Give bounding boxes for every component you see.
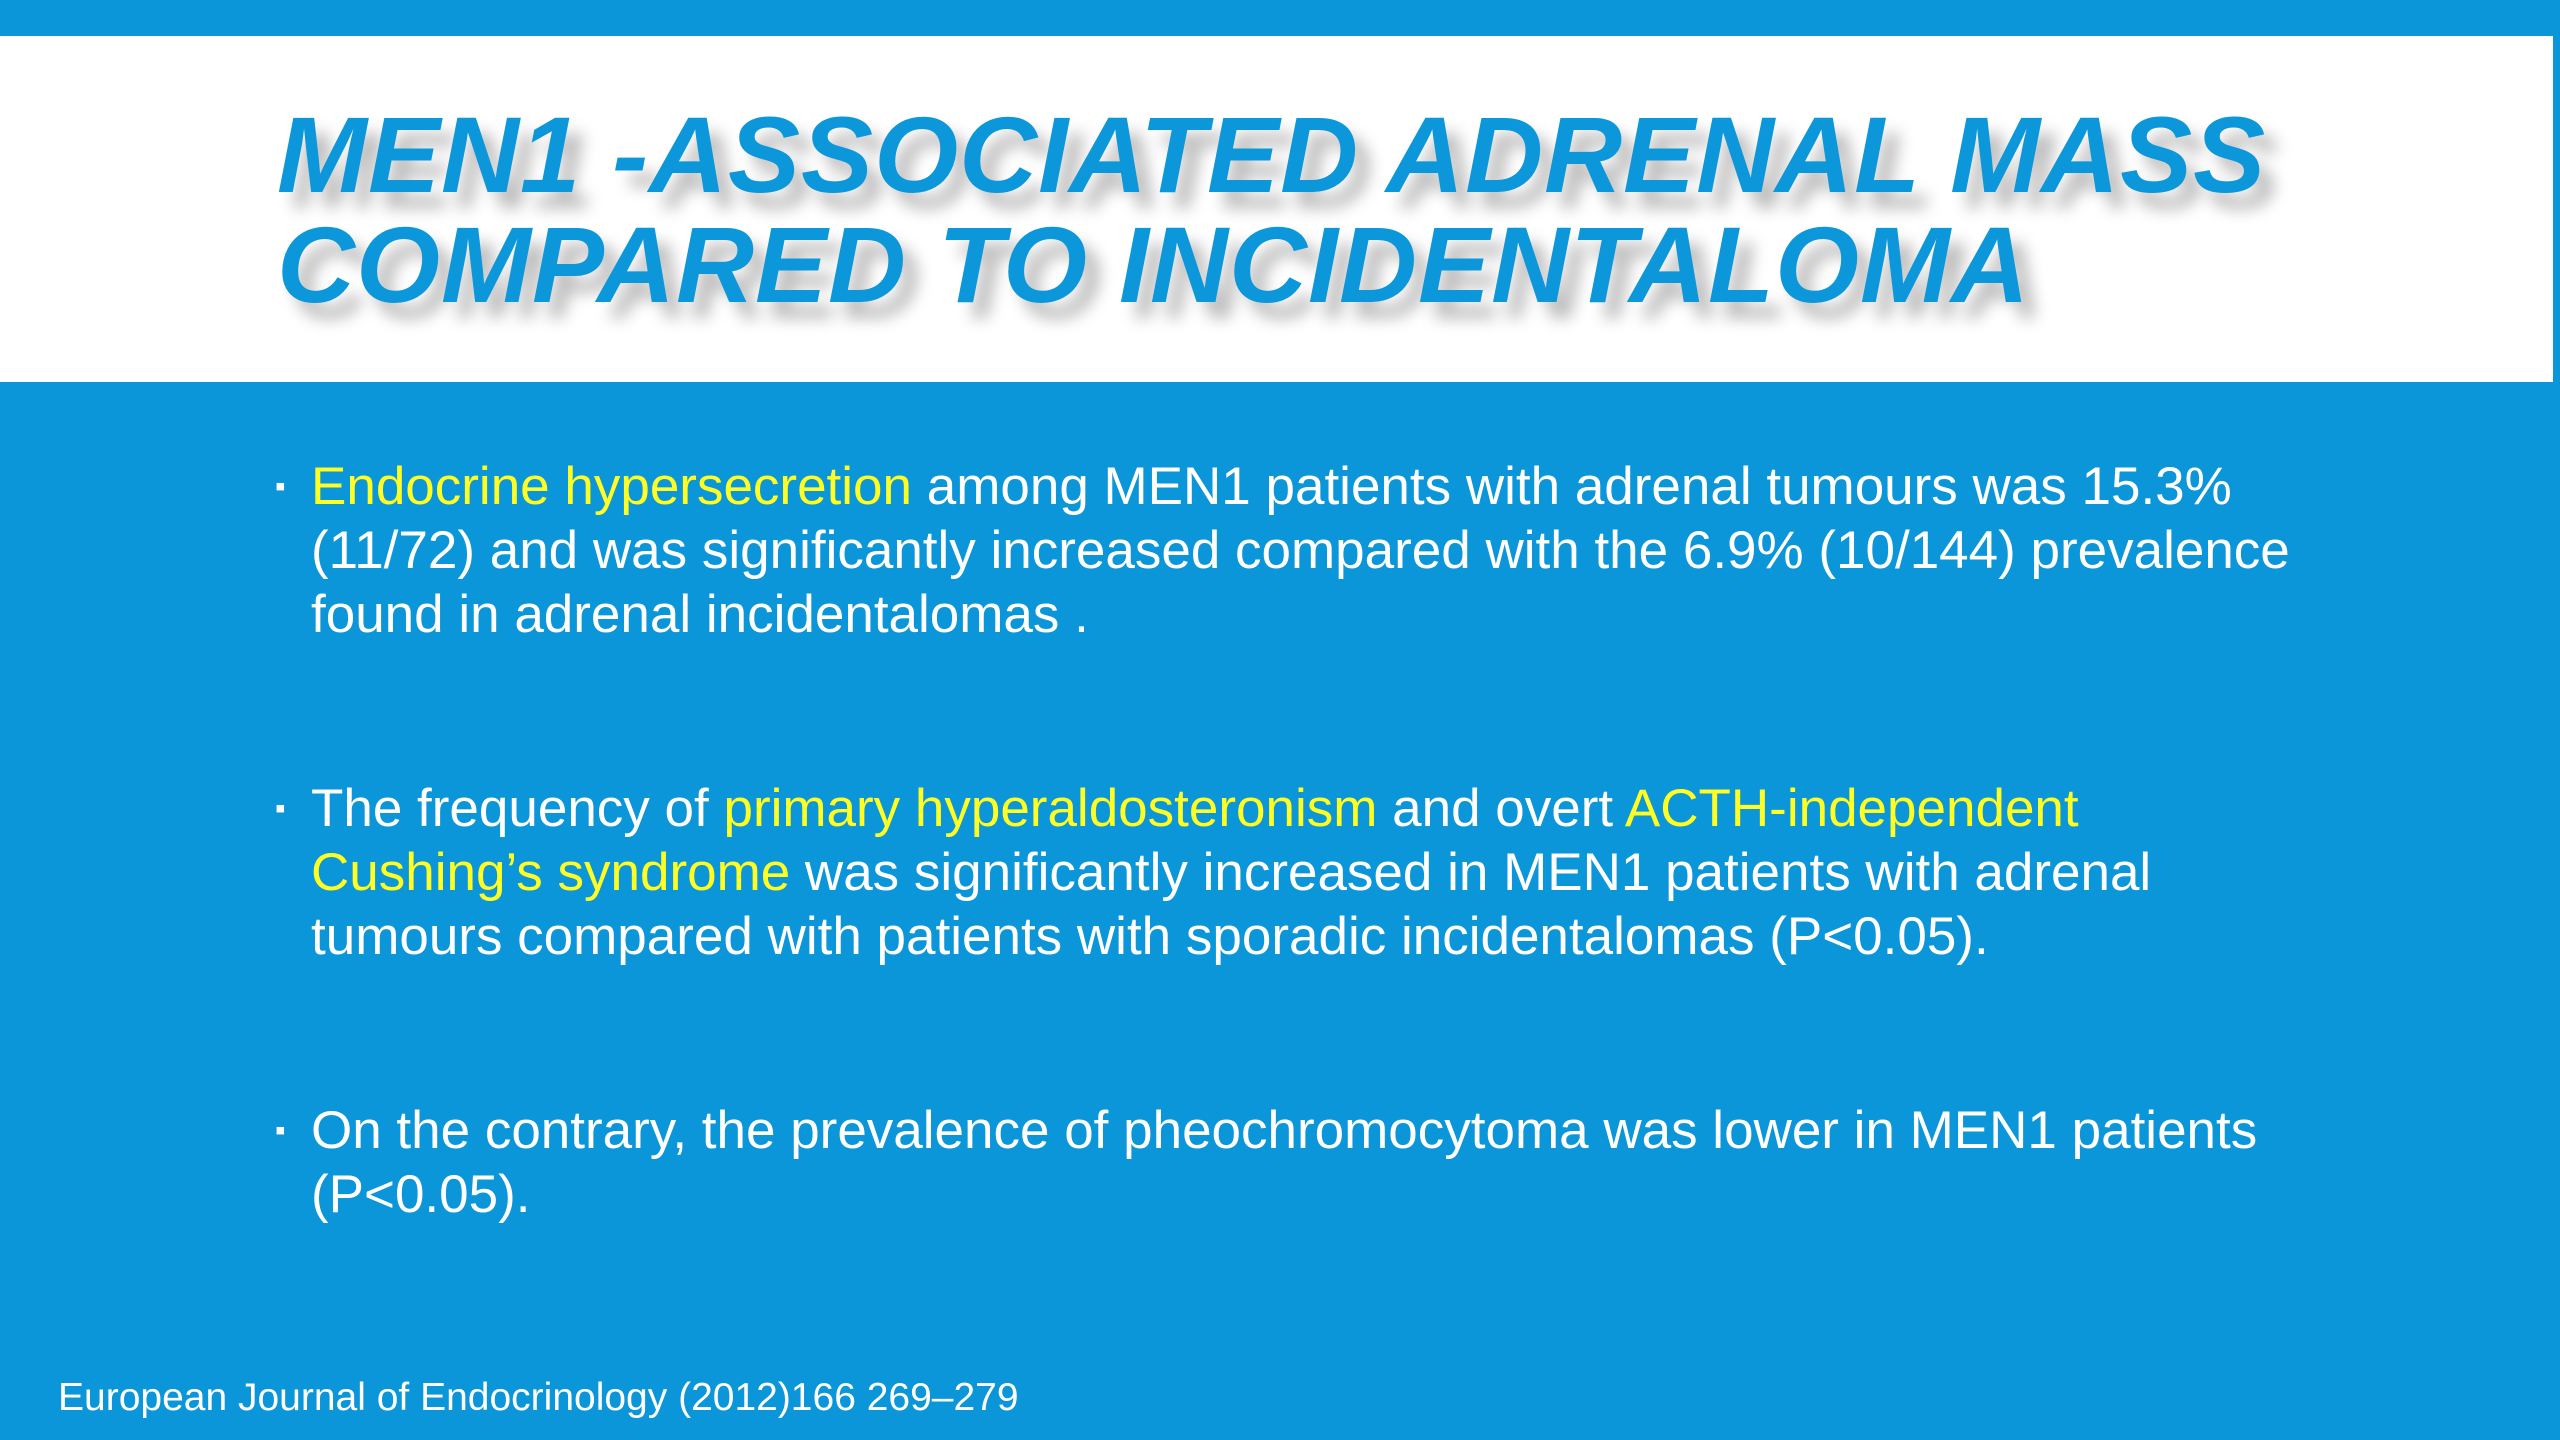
slide-title-line-1: MEN1 -ASSOCIATED ADRENAL MASS (277, 94, 2267, 215)
slide-title (277, 94, 2527, 325)
bullet-text: and overt (1377, 779, 1625, 838)
highlight-acth-independent-cushings: ACTH-independent Cushing’s syndrome (311, 779, 2079, 902)
bullet-marker: ▪ (275, 1114, 286, 1147)
bullet-text: The frequency of (311, 779, 724, 838)
bullet-item-hyperaldosteronism (270, 777, 2310, 969)
bullet-item-pheochromocytoma (270, 1099, 2310, 1227)
bullet-item-hypersecretion (270, 455, 2310, 647)
bullet-text: was significantly increased in MEN1 patients with adrenal tumours compared with patients with sporadic incidentalomas (P<0.05). (311, 843, 2152, 966)
highlight-primary-hyperaldosteronism: primary hyperaldosteronism (723, 779, 1378, 838)
bullet-marker: ▪ (275, 470, 286, 503)
slide-title-line-2: COMPARED TO INCIDENTALOMA (277, 204, 2030, 325)
highlight-endocrine-hypersecretion: Endocrine hypersecretion (311, 457, 913, 516)
bullet-text: among MEN1 patients with adrenal tumours was 15.3% (11/72) and was significantly increased compared with the 6.9% (10/144) prevalence found in adrenal incidentalomas . (311, 457, 2290, 644)
bullet-list (270, 455, 2310, 1227)
bullet-text: On the contrary, the prevalence of pheochromocytoma was lower in MEN1 patients (P<0.05). (311, 1101, 2258, 1224)
citation: European Journal of Endocrinology (2012)166 269–279 (58, 1376, 1019, 1419)
bullet-marker: ▪ (275, 792, 286, 825)
